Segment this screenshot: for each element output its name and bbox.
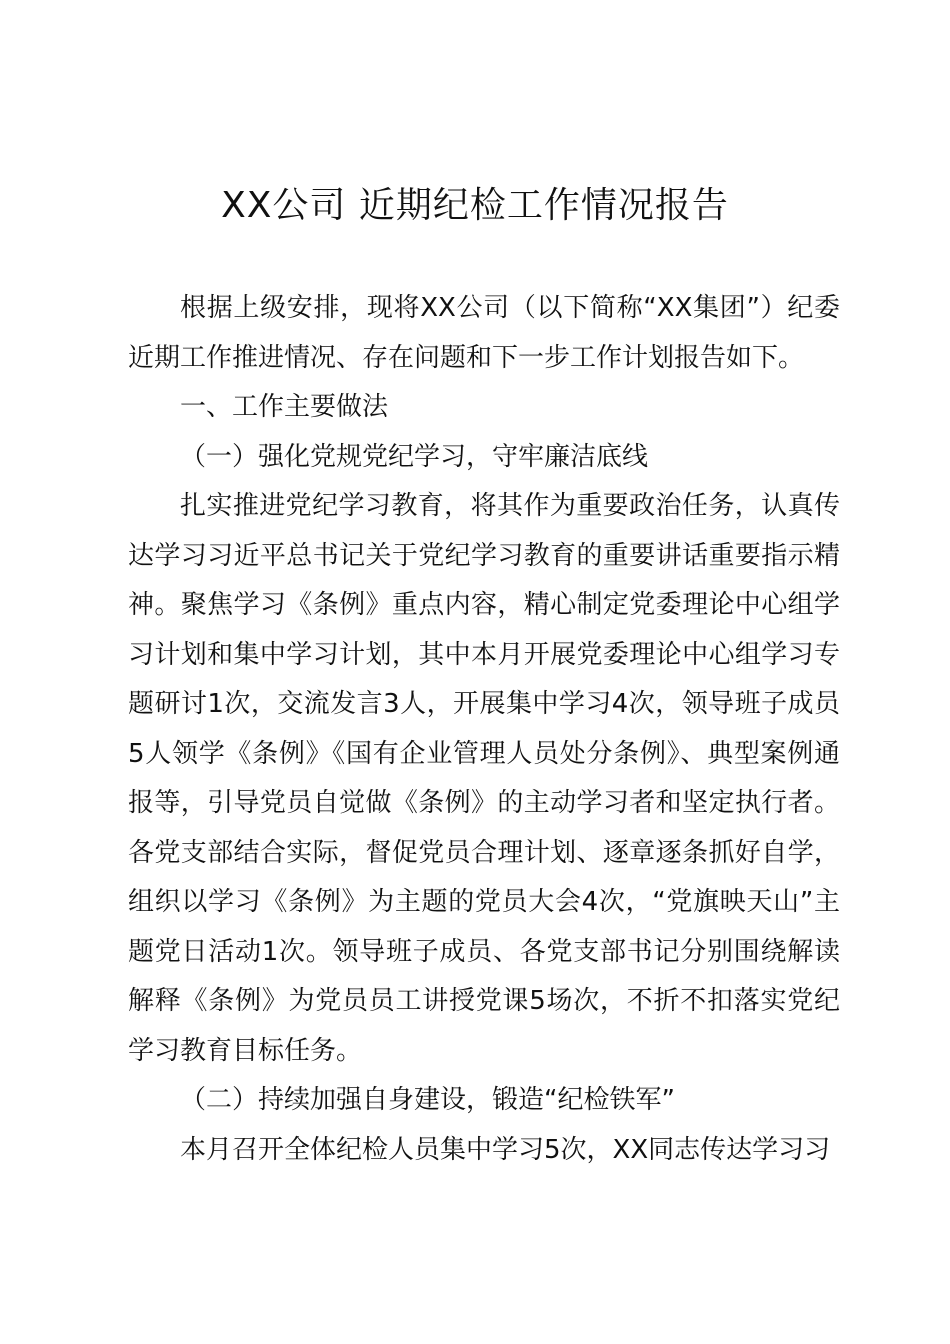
document-body bbox=[128, 284, 840, 1175]
body-paragraph-2: 本月召开全体纪检人员集中学习5次，XX同志传达学习习 bbox=[180, 1134, 831, 1165]
section-heading-1: 一、工作主要做法 bbox=[180, 392, 389, 422]
subsection-heading-2: （二）持续加强自身建设，锻造“纪检铁军” bbox=[180, 1085, 675, 1115]
document-title: XX公司 近期纪检工作情况报告 bbox=[221, 185, 729, 226]
intro-paragraph: 根据上级安排，现将XX公司（以下简称“XX集团”）纪委近期工作推进情况、存在问题和下一步工作计划报告如下。 bbox=[128, 293, 840, 373]
body-paragraph-1: 扎实推进党纪学习教育，将其作为重要政治任务，认真传达学习习近平总书记关于党纪学习教育的重要讲话重要指示精神。聚焦学习《条例》重点内容，精心制定党委理论中心组学习计划和集中学习计划，其中本月开展党委理论中心组学习专题研讨1次，交流发言3人，开展集中学习4次，领导班子成员5人领学《条例》《国有企业管理人员处分条例》、典型案例通报等，引导党员自觉做《条例》的主动学习者和坚定执行者。各党支部结合实际，督促党员合理计划、逐章逐条抓好自学，组织以学习《条例》为主题的党员大会4次，“党旗映天山”主题党日活动1次。领导班子成员、各党支部书记分别围绕解读解释《条例》为党员员工讲授党课5场次，不折不扣落实党纪学习教育目标任务。 bbox=[128, 491, 840, 1066]
subsection-heading-1: （一）强化党规党纪学习，守牢廉洁底线 bbox=[180, 441, 649, 472]
